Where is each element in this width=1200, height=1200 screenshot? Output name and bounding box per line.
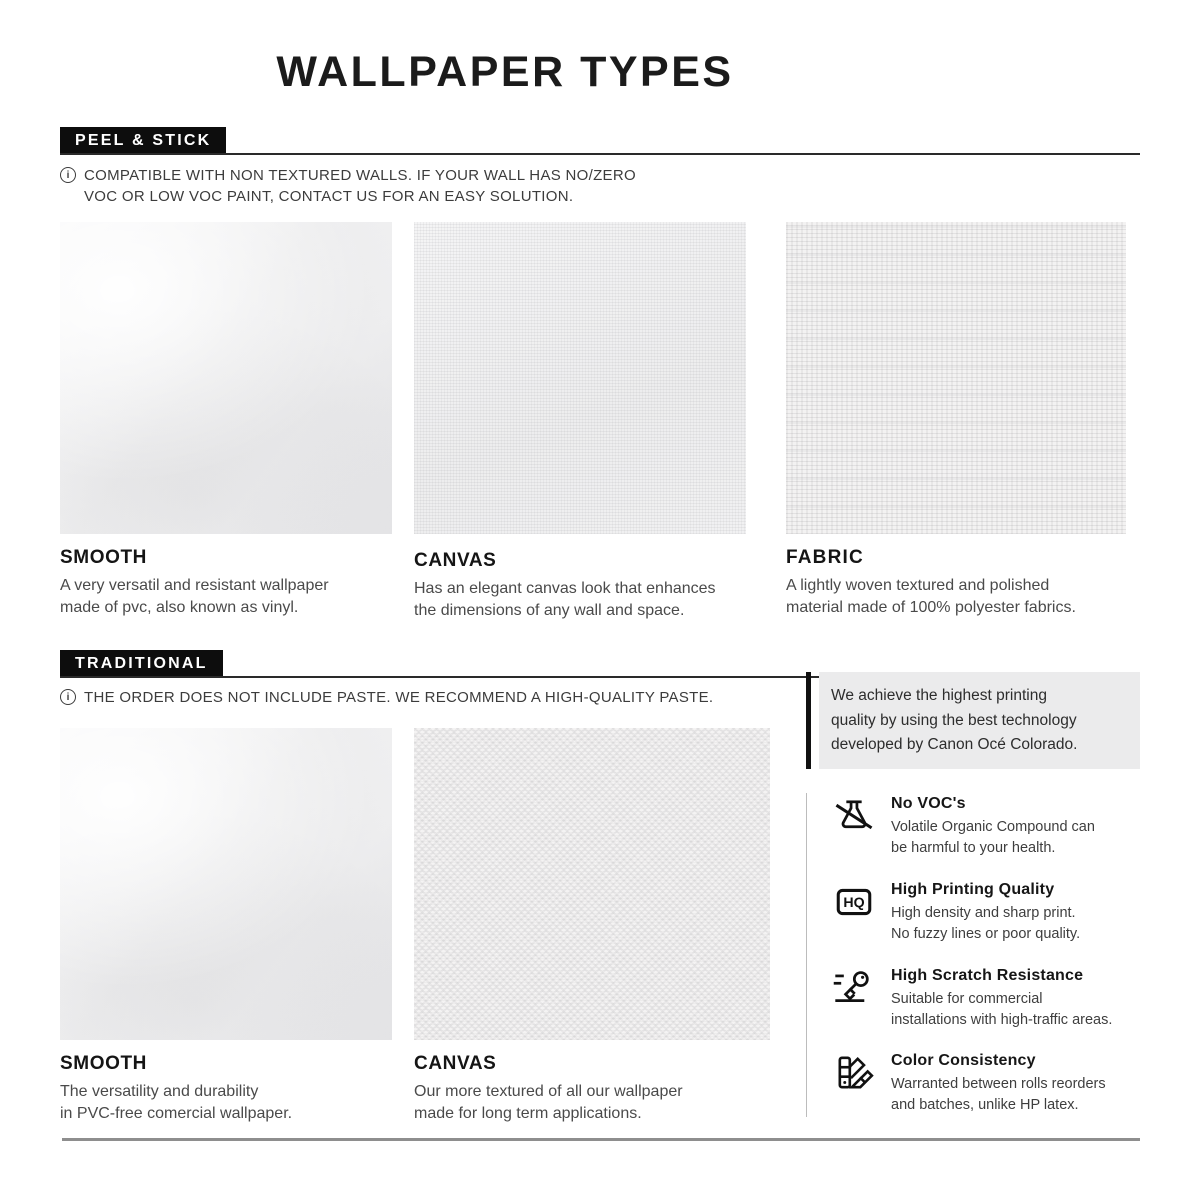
key-scratch-icon	[833, 967, 875, 1009]
swatch-description	[414, 578, 746, 621]
hq-badge-icon	[833, 881, 875, 923]
peel-stick-note	[60, 165, 636, 207]
fabric-texture-swatch	[786, 222, 1126, 534]
feature-text	[891, 1052, 1106, 1115]
swatch-card-canvas-traditional	[414, 728, 770, 1124]
feature-text	[891, 795, 1095, 858]
swatch-desc-line: Our more textured of all our wallpaper	[414, 1083, 683, 1100]
peel-stick-badge: PEEL & STICK	[60, 127, 226, 153]
smooth-texture-swatch	[60, 728, 392, 1040]
feature-title: No VOC's	[891, 795, 966, 812]
no-voc-flask-icon	[833, 795, 875, 837]
swatch-desc-line: in PVC-free comercial wallpaper.	[60, 1104, 293, 1122]
feature-title: High Scratch Resistance	[891, 967, 1084, 984]
swatch-label: SMOOTH	[60, 1053, 147, 1074]
swatch-desc-line: made for long term applications.	[414, 1104, 642, 1122]
feature-desc	[891, 989, 1112, 1030]
swatch-desc-line: The versatility and durability	[60, 1083, 259, 1100]
features-list	[806, 793, 1141, 1117]
feature-desc	[891, 903, 1080, 944]
color-swatches-icon	[833, 1052, 875, 1094]
swatch-card-smooth-traditional	[60, 728, 392, 1124]
quote-accent-bar	[806, 672, 811, 769]
quote-line: quality by using the best technology	[831, 711, 1077, 729]
section-header-peel-stick	[60, 127, 1140, 155]
feature-text	[891, 967, 1112, 1030]
note-text	[84, 687, 713, 708]
swatch-description	[786, 575, 1126, 618]
feature-desc-line: installations with high-traffic areas.	[891, 1011, 1113, 1028]
svg-text:HQ: HQ	[843, 894, 865, 911]
swatch-desc-line: the dimensions of any wall and space.	[414, 601, 685, 619]
swatch-desc-line: A lightly woven textured and polished	[786, 577, 1050, 594]
swatch-card-canvas-peel	[414, 222, 746, 621]
swatch-card-smooth-peel	[60, 222, 392, 618]
swatch-desc-line: material made of 100% polyester fabrics.	[786, 598, 1076, 616]
swatch-desc-line: Has an elegant canvas look that enhances	[414, 580, 716, 597]
bottom-divider	[62, 1138, 1140, 1141]
feature-title: High Printing Quality	[891, 881, 1055, 898]
feature-desc	[891, 1074, 1106, 1115]
swatch-label: FABRIC	[786, 547, 864, 568]
canvas-texture-swatch	[414, 222, 746, 534]
feature-text	[891, 881, 1080, 944]
page-title: WALLPAPER TYPES	[276, 48, 734, 96]
swatch-desc-line: made of pvc, also known as vinyl.	[60, 598, 299, 616]
swatch-label: SMOOTH	[60, 547, 147, 568]
feature-title: Color Consistency	[891, 1052, 1036, 1069]
canvas-rough-texture-swatch	[414, 728, 770, 1040]
swatch-desc-line: A very versatil and resistant wallpaper	[60, 577, 329, 594]
feature-desc	[891, 817, 1095, 858]
note-line: THE ORDER DOES NOT INCLUDE PASTE. WE RECOMMEND A HIGH-QUALITY PASTE.	[84, 689, 714, 706]
swatch-label: CANVAS	[414, 550, 497, 571]
note-line: VOC OR LOW VOC PAINT, CONTACT US FOR AN EASY SOLUTION.	[84, 188, 574, 205]
feature-desc-line: and batches, unlike HP latex.	[891, 1096, 1079, 1113]
feature-high-printing-quality	[833, 881, 1080, 944]
swatch-description	[60, 575, 392, 618]
quote-line: developed by Canon Océ Colorado.	[831, 736, 1078, 753]
info-icon-glyph: i	[66, 169, 70, 181]
smooth-texture-swatch	[60, 222, 392, 534]
swatch-description	[414, 1081, 770, 1124]
quote-line: We achieve the highest printing	[831, 687, 1047, 704]
info-icon-glyph: i	[66, 691, 70, 703]
swatch-description	[60, 1081, 392, 1124]
info-icon	[60, 167, 76, 183]
feature-desc-line: Suitable for commercial	[891, 991, 1043, 1007]
info-icon	[60, 689, 76, 705]
feature-no-voc	[833, 795, 1095, 858]
quote-text	[819, 672, 1140, 758]
note-line: COMPATIBLE WITH NON TEXTURED WALLS. IF YOUR WALL HAS NO/ZERO	[84, 167, 636, 184]
traditional-note	[60, 687, 713, 708]
feature-scratch-resistance	[833, 967, 1112, 1030]
traditional-badge: TRADITIONAL	[60, 650, 223, 676]
feature-desc-line: Warranted between rolls reorders	[891, 1076, 1106, 1092]
feature-desc-line: Volatile Organic Compound can	[891, 819, 1095, 835]
feature-desc-line: High density and sharp print.	[891, 905, 1076, 921]
swatch-card-fabric-peel	[786, 222, 1126, 618]
printing-quality-quote	[819, 672, 1140, 769]
feature-color-consistency	[833, 1052, 1106, 1115]
feature-desc-line: be harmful to your health.	[891, 839, 1056, 856]
swatch-label: CANVAS	[414, 1053, 497, 1074]
note-text	[84, 165, 636, 207]
feature-desc-line: No fuzzy lines or poor quality.	[891, 925, 1081, 942]
